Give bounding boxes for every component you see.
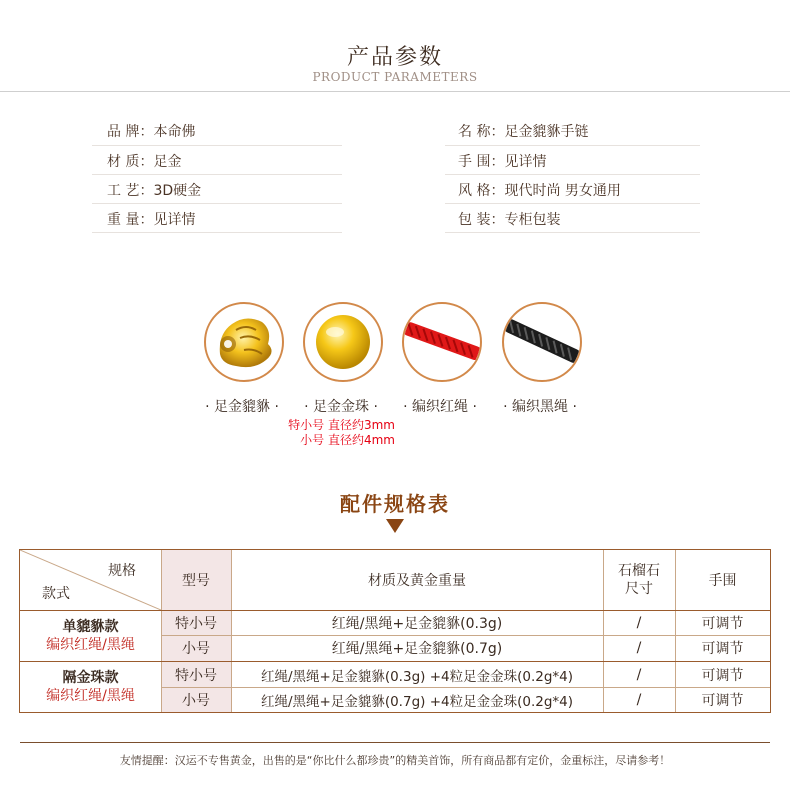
- black-rope-icon: [502, 302, 582, 382]
- group-label: [20, 610, 161, 661]
- header-wrist: 手围: [708, 573, 737, 589]
- model-cell: 小号: [161, 687, 231, 712]
- param-label: 包 装：: [458, 212, 505, 228]
- param-value: 见详情: [153, 212, 196, 228]
- material-cell: 红绳/黑绳+足金貔貅(0.3g) +4粒足金金珠(0.2g*4): [260, 668, 574, 685]
- divider: [92, 145, 342, 146]
- param-label: 材 质：: [107, 154, 154, 170]
- garnet-cell: /: [636, 614, 642, 631]
- param-brand: [107, 121, 195, 141]
- group-label: [20, 662, 161, 712]
- component-label: · 编织黑绳 ·: [503, 399, 577, 415]
- pixiu-charm-icon: [204, 302, 284, 382]
- wrist-cell: 可调节: [701, 615, 744, 632]
- material-cell: 红绳/黑绳+足金貔貅(0.7g): [331, 641, 503, 657]
- divider: [445, 145, 700, 146]
- param-value: 见详情: [504, 154, 547, 170]
- param-value: 3D硬金: [153, 183, 202, 199]
- param-material: [107, 151, 181, 171]
- material-cell: 红绳/黑绳+足金貔貅(0.7g) +4粒足金金珠(0.2g*4): [260, 693, 574, 710]
- garnet-cell: /: [636, 640, 642, 656]
- red-rope-icon: [402, 302, 482, 382]
- group-sub: 编织红绳/黑绳: [46, 636, 135, 653]
- component-label: · 编织红绳 ·: [403, 399, 477, 415]
- param-value: 足金貔貅手链: [504, 124, 589, 140]
- arrow-down-icon: [386, 519, 404, 533]
- param-label: 风 格：: [458, 183, 505, 199]
- garnet-cell: /: [636, 666, 642, 683]
- section-subtitle: PRODUCT PARAMETERS: [312, 70, 478, 84]
- param-weight: [107, 209, 195, 229]
- component-label: · 足金貔貅 ·: [205, 399, 279, 415]
- param-label: 名 称：: [458, 124, 505, 140]
- param-value: 足金: [153, 154, 182, 170]
- divider: [445, 232, 700, 233]
- wrist-cell: 可调节: [701, 667, 744, 684]
- group-name: 单貔貅款: [62, 618, 119, 635]
- component-label: · 足金金珠 ·: [304, 399, 378, 415]
- corner-bottom-label: 款式: [42, 586, 70, 602]
- garnet-cell: /: [636, 691, 642, 708]
- grid-line: [20, 661, 770, 662]
- param-label: 手 围：: [458, 154, 505, 170]
- wrist-cell: 可调节: [701, 692, 744, 709]
- grid-line: [20, 610, 770, 611]
- divider: [92, 174, 342, 175]
- param-label: 重 量：: [107, 212, 154, 228]
- model-cell: 特小号: [161, 662, 231, 687]
- model-cell: 特小号: [161, 610, 231, 635]
- group-sub: 编织红绳/黑绳: [46, 688, 135, 704]
- material-cell: 红绳/黑绳+足金貔貅(0.3g): [331, 615, 503, 632]
- header-corner: [20, 550, 161, 610]
- corner-top-label: 规格: [108, 563, 136, 579]
- wrist-cell: 可调节: [701, 641, 744, 657]
- header-model: 型号: [161, 550, 231, 610]
- header-garnet: [603, 550, 675, 610]
- bead-size-note: 特小号 直径约3mm: [288, 418, 395, 432]
- header-material: 材质及黄金重量: [368, 573, 466, 589]
- header-garnet-line: 石榴石: [618, 563, 660, 579]
- divider: [445, 174, 700, 175]
- param-value: 专柜包装: [504, 212, 561, 228]
- divider: [20, 742, 770, 743]
- spec-table: [19, 549, 771, 713]
- header-garnet-line: 尺寸: [625, 581, 653, 597]
- spec-title: 配件规格表: [340, 492, 450, 516]
- grid-line: [161, 635, 770, 636]
- divider: [0, 91, 790, 92]
- param-craft: [107, 180, 201, 200]
- bead-size-note: 小号 直径约4mm: [300, 433, 395, 447]
- param-label: 品 牌：: [107, 124, 154, 140]
- param-value: 现代时尚 男女通用: [504, 183, 621, 199]
- divider: [92, 232, 342, 233]
- section-title: 产品参数: [346, 45, 443, 70]
- param-label: 工 艺：: [107, 183, 154, 199]
- gold-bead-icon: [303, 302, 383, 382]
- group-name: 隔金珠款: [62, 670, 119, 686]
- divider: [92, 203, 342, 204]
- model-cell: 小号: [161, 635, 231, 661]
- footer-note: 友情提醒：汉运不专售黄金，出售的是“你比什么都珍贵”的精美首饰，所有商品都有定价，金重标注，尽请参考！: [119, 754, 671, 767]
- param-style: [458, 180, 621, 200]
- divider: [445, 203, 700, 204]
- param-name: [458, 121, 588, 141]
- grid-line: [161, 687, 770, 688]
- param-wrist: [458, 151, 546, 171]
- param-package: [458, 209, 560, 229]
- param-value: 本命佛: [153, 124, 196, 140]
